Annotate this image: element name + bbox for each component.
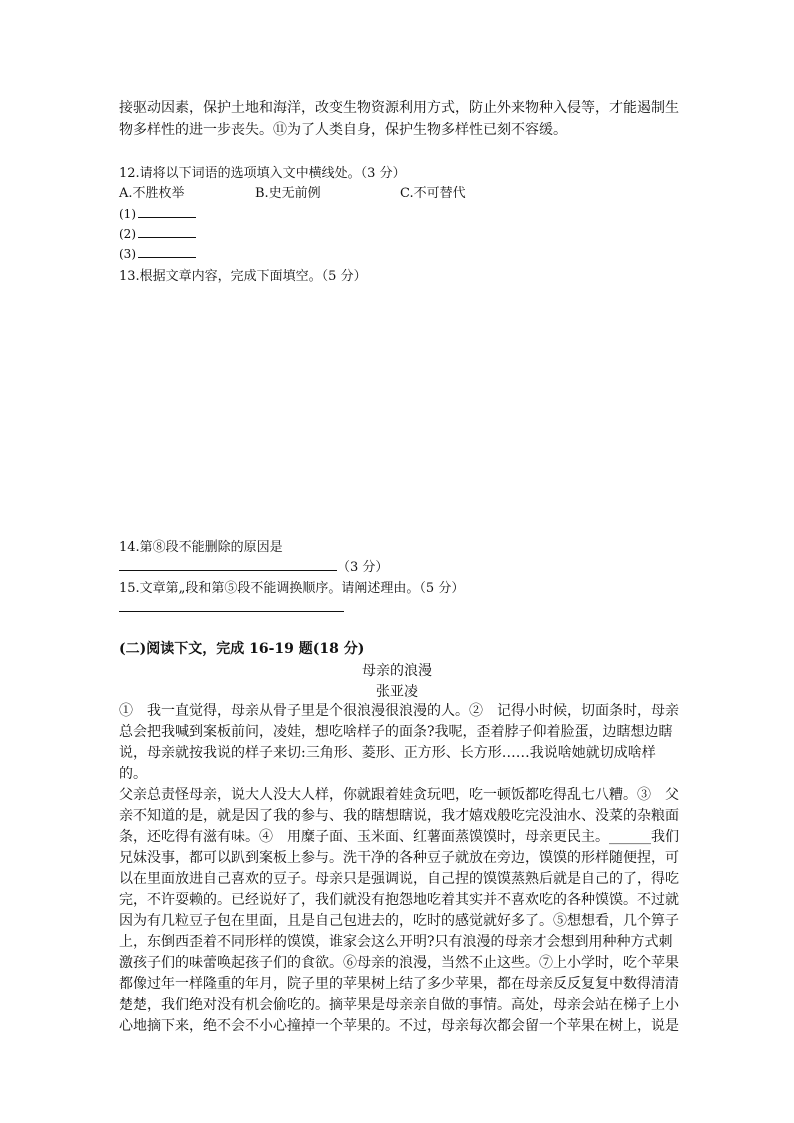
intro-line-1: 接驱动因素，保护土地和海洋，改变生物资源利用方式，防止外来物种入侵等，才能遏制生	[119, 100, 679, 116]
q12-option-a: A.不胜枚举	[119, 186, 185, 201]
article-line: 完，不许耍赖的。已经说好了，我们就没有抱怨地吃着其实并不喜欢吃的各种馍馍。不过就	[119, 892, 679, 908]
article-title: 母亲的浪漫	[362, 663, 432, 679]
article-line: 上，东倒西歪着不同形样的馍馍，谁家会这么开明?只有浪漫的母亲才会想到用种种方式刺	[119, 934, 673, 950]
q12-blank-2[interactable]	[119, 225, 196, 241]
q12-options	[119, 182, 466, 201]
article-line: 激孩子们的味蕾唤起孩子们的食欲。⑥母亲的浪漫，当然不止这些。⑦上小学时，吃个苹果	[119, 955, 679, 971]
article-line: 心地摘下来，绝不会不小心撞掉一个苹果的。不过，母亲每次都会留一个苹果在树上，说是	[119, 1018, 679, 1034]
q14-stem: 14.第⑧段不能删除的原因是	[119, 540, 283, 555]
q15-answer-underline[interactable]	[119, 611, 344, 612]
q15-stem: 15.文章第„段和第⑤段不能调换顺序。请阐述理由。（5 分）	[119, 581, 465, 596]
q12-blank-3[interactable]	[119, 245, 196, 261]
q12-blank-1-label: (1)	[119, 207, 136, 221]
q12-blank-3-underline	[138, 245, 196, 258]
article-line: ① 我一直觉得，母亲从骨子里是个很浪漫很浪漫的人。② 记得小时候，切面条时，母亲	[119, 703, 679, 719]
q13-stem: 13.根据文章内容，完成下面填空。（5 分）	[119, 269, 367, 284]
q14-score: （3 分）	[337, 560, 389, 575]
q12-blank-1-underline	[138, 205, 196, 218]
q12-blank-2-label: (2)	[119, 227, 136, 241]
section2-heading: (二)阅读下文，完成 16-19 题(18 分)	[119, 641, 365, 657]
q12-blank-3-label: (3)	[119, 247, 136, 261]
article-line: 兄妹没事，都可以趴到案板上参与。洗干净的各种豆子就放在旁边，馍馍的形样随便捏，可	[119, 850, 679, 866]
intro-line-2: 物多样性的进一步丧失。⑪为了人类自身，保护生物多样性已刻不容缓。	[119, 122, 567, 138]
article-body	[119, 701, 679, 1037]
article-line: 父亲总责怪母亲，说大人没大人样，你就跟着娃贪玩吧，吃一顿饭都吃得乱七八糟。③ 父	[119, 787, 679, 803]
q12-option-c: C.不可替代	[400, 186, 466, 201]
q12-option-b: B.史无前例	[255, 186, 321, 201]
article-line: 都像过年一样隆重的年月，院子里的苹果树上结了多少苹果，都在母亲反反复复中数得清清	[119, 976, 679, 992]
article-line: 总会把我喊到案板前问，凌娃，想吃啥样子的面条?我呢，歪着脖子仰着脸蛋，边瞎想边瞎	[119, 724, 673, 740]
q12-blank-2-underline	[138, 225, 196, 238]
q12-stem: 12.请将以下词语的选项填入文中横线处。（3 分）	[119, 166, 406, 181]
article-line: 楚楚，我们绝对没有机会偷吃的。摘苹果是母亲亲自做的事情。高处，母亲会站在梯子上小	[119, 997, 679, 1013]
article-line: 以在里面放进自己喜欢的豆子。母亲只是强调说，自己捏的馍馍蒸熟后就是自己的了，得吃	[119, 871, 679, 887]
article-line: 因为有几粒豆子包在里面，且是自己包进去的，吃时的感觉就好多了。⑤想想看，几个箅子	[119, 913, 679, 929]
q14-answer-underline	[119, 558, 337, 571]
article-line: 亲不知道的是，就是因了我的参与、我的瞎想瞎说，我才嬉戏般吃完没油水、没菜的杂粮面	[119, 808, 679, 824]
q14-answer-line[interactable]	[119, 556, 388, 575]
q12-blank-1[interactable]	[119, 205, 196, 221]
article-line: 说，母亲就按我说的样子来切:三角形、菱形、正方形、长方形……我说啥她就切成啥样的。	[119, 745, 656, 782]
article-line: 条，还吃得有滋有味。④ 用糜子面、玉米面、红薯面蒸馍馍时，母亲更民主。______我们	[119, 829, 679, 845]
article-author: 张亚凌	[376, 684, 418, 700]
